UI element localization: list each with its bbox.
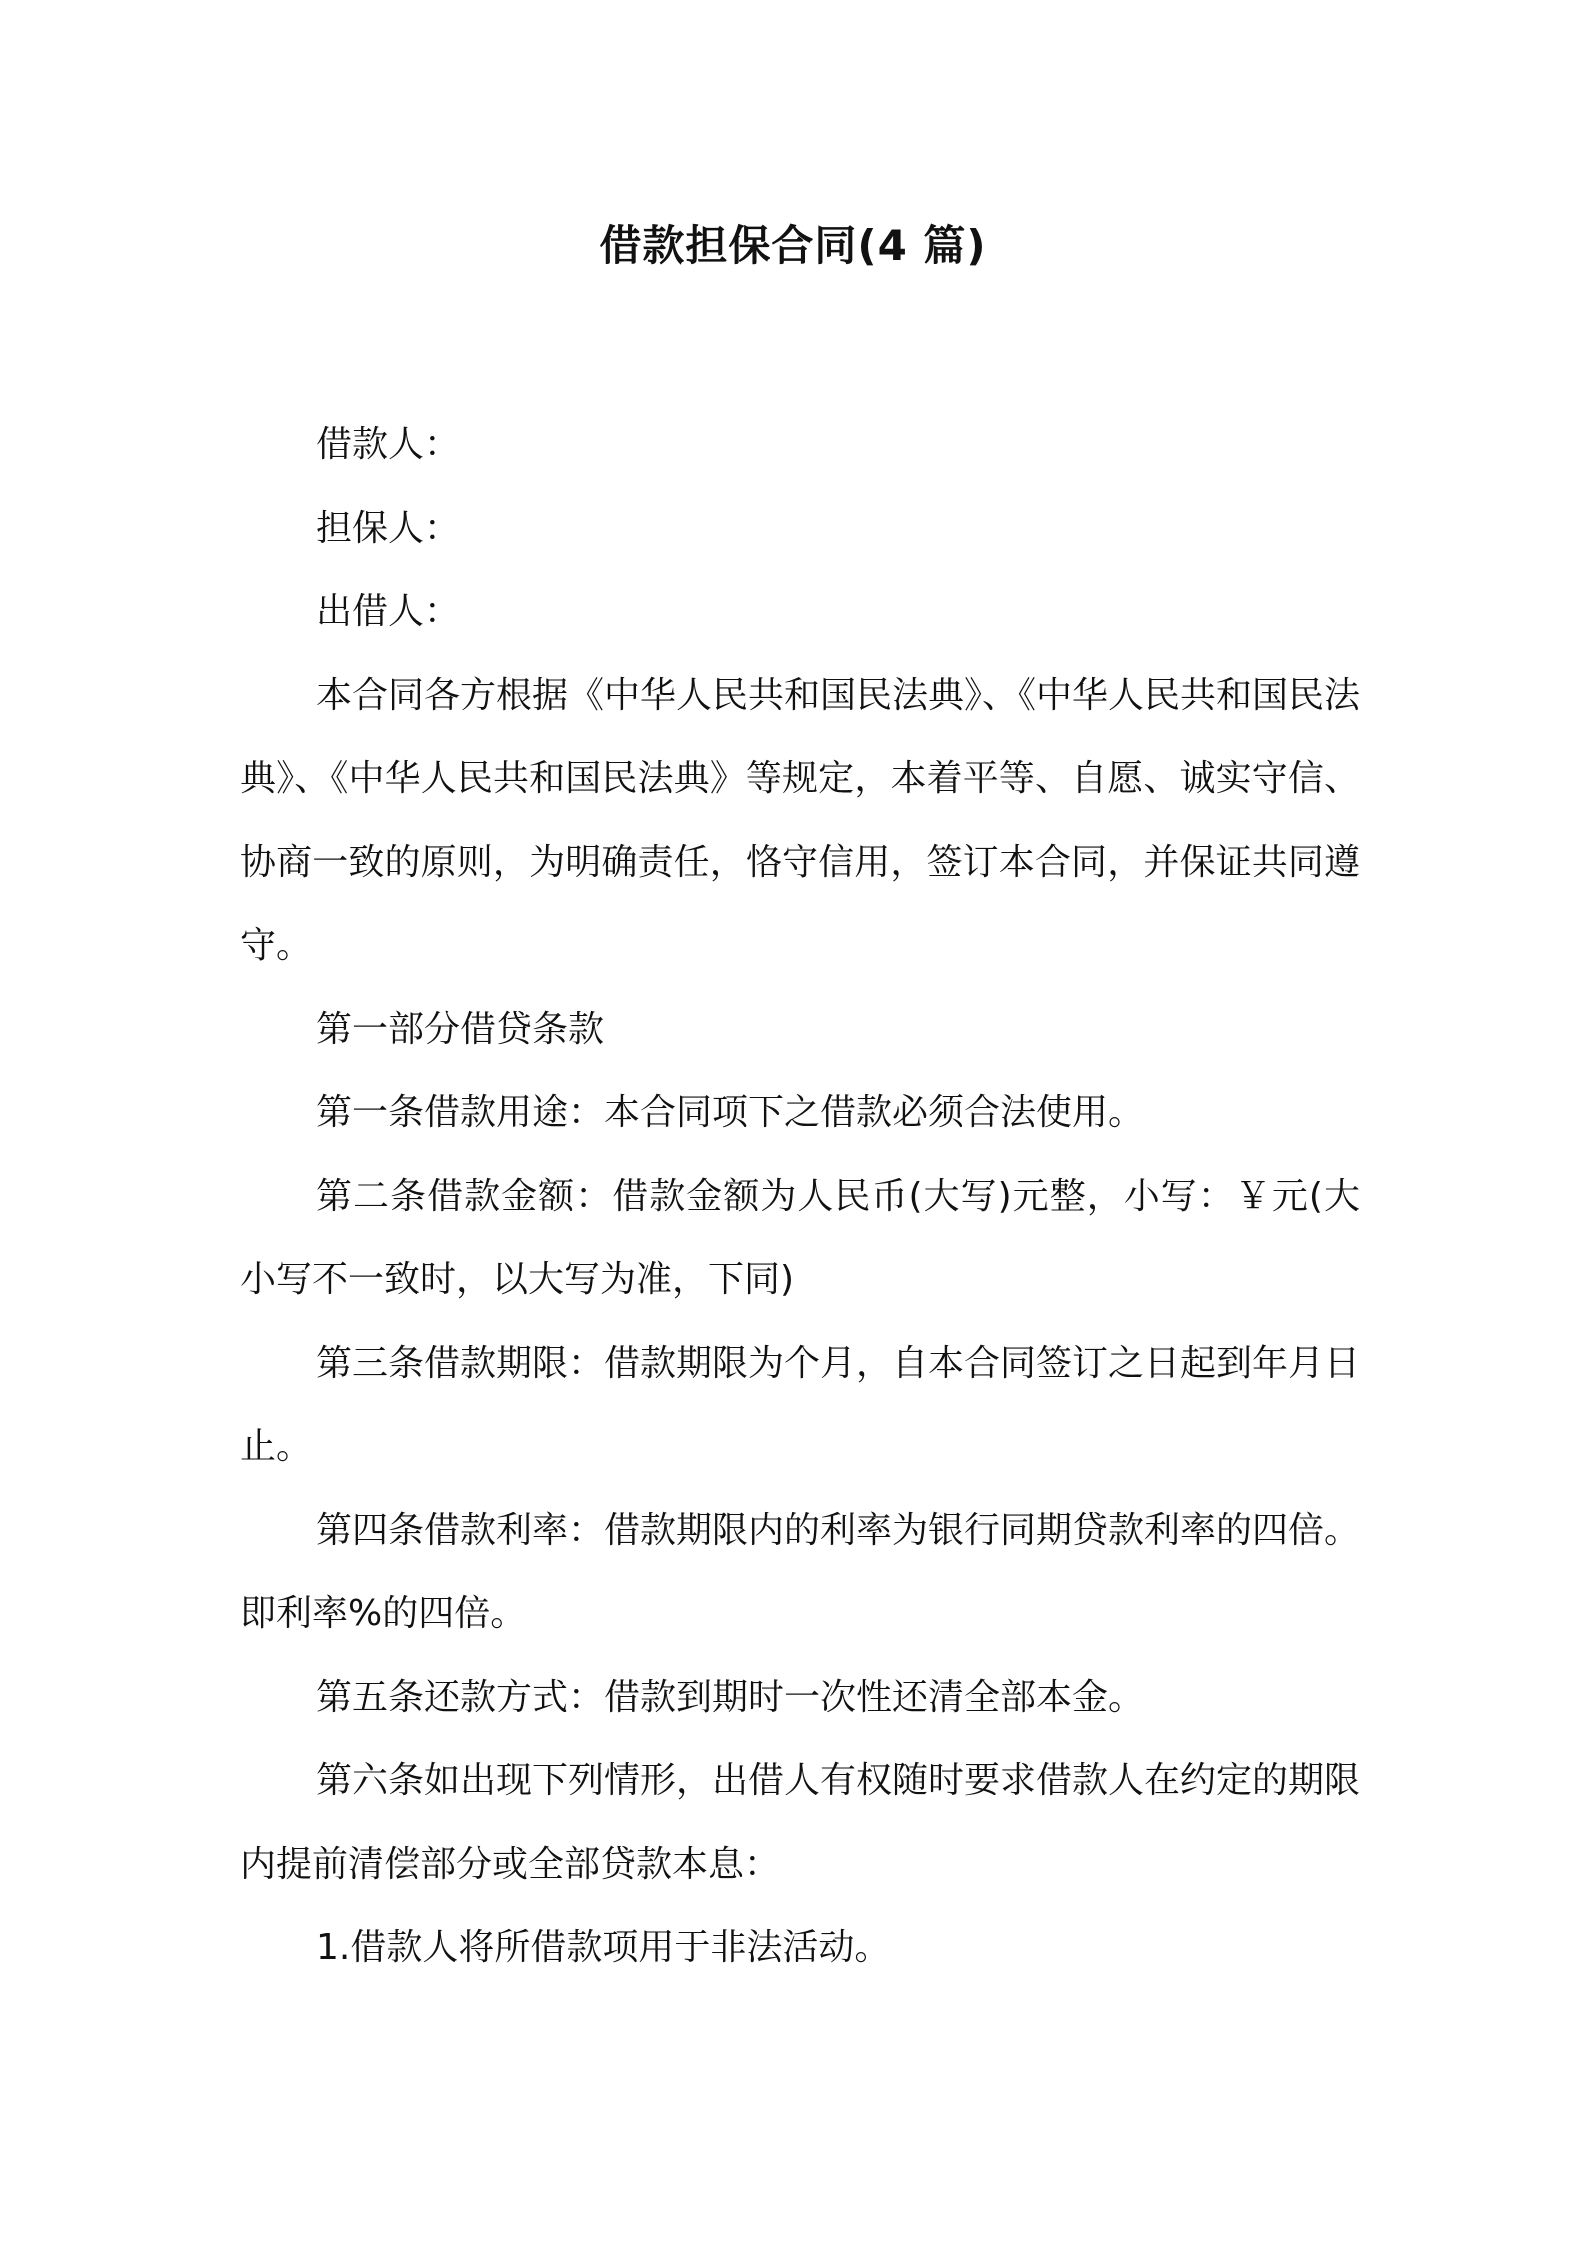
clause-1-illegal-use: 1.借款人将所借款项用于非法活动。 (316, 1927, 891, 1968)
article-3-loan-term: 第三条借款期限：借款期限为个月，自本合同签订之日起到年月日止。 (240, 1342, 1361, 1467)
borrower-line: 借款人： (316, 424, 461, 465)
article-4-interest-rate: 第四条借款利率：借款期限内的利率为银行同期贷款利率的四倍。即利率%的四倍。 (240, 1509, 1361, 1634)
article-6-early-repayment: 第六条如出现下列情形，出借人有权随时要求借款人在约定的期限内提前清偿部分或全部贷款本息： (240, 1760, 1361, 1885)
article-1-loan-purpose: 第一条借款用途：本合同项下之借款必须合法使用。 (316, 1092, 1145, 1133)
guarantor-line: 担保人： (316, 507, 461, 549)
section-heading-loan-terms: 第一部分借贷条款 (316, 1008, 605, 1050)
document-body (240, 403, 1360, 1990)
lender-line: 出借人： (316, 591, 461, 632)
article-5-repayment-method: 第五条还款方式：借款到期时一次性还清全部本金。 (316, 1676, 1145, 1718)
document-title: 借款担保合同(4 篇) (599, 221, 987, 270)
contract-preamble: 本合同各方根据《中华人民共和国民法典》、《中华人民共和国民法典》、《中华人民共和国民法典》等规定，本着平等、自愿、诚实守信、协商一致的原则，为明确责任，恪守信用，签订本合同，并保证共同遵守。 (240, 674, 1361, 966)
article-2-loan-amount: 第二条借款金额：借款金额为人民币(大写)元整，小写：￥元(大小写不一致时，以大写为准，下同) (240, 1175, 1360, 1300)
